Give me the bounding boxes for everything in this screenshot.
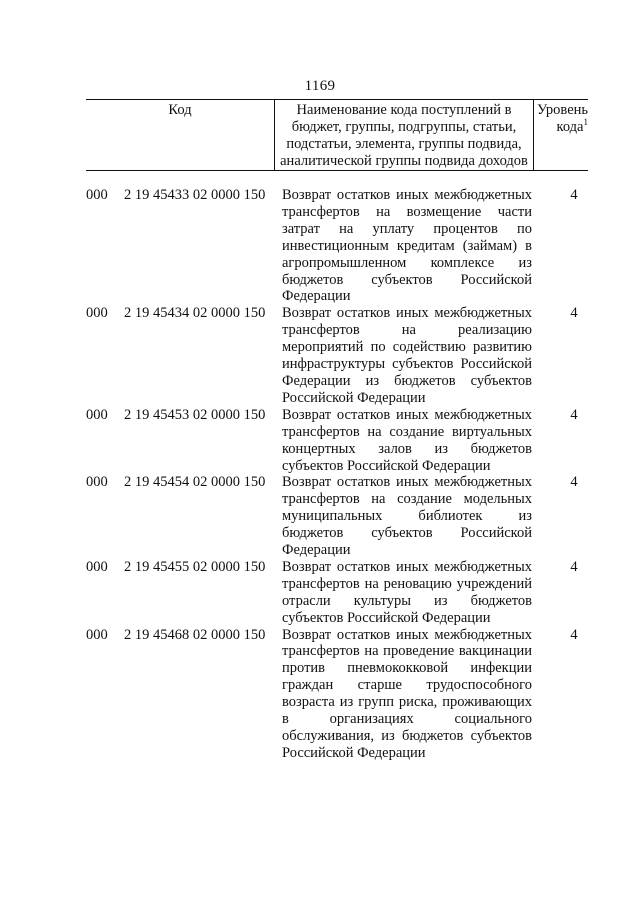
- header-level: [534, 100, 588, 170]
- row-level: 4: [570, 187, 578, 203]
- row-prefix: 000: [86, 305, 108, 322]
- table-body: [86, 187, 588, 762]
- row-level: 4: [570, 558, 578, 575]
- table-row: [86, 305, 588, 406]
- table-row: [86, 187, 588, 305]
- header-name: Наименование кода поступлений в бюджет, группы, подгруппы, статьи, подстатьи, элемента, группы подвида, аналитической группы подвида доходов: [274, 100, 534, 170]
- table-row: [86, 474, 588, 559]
- table-header: [86, 99, 588, 171]
- row-name: Возврат остатков иных межбюджетных трансфертов на создание виртуальных концертных залов из бюджетов субъектов Российской Федерации: [282, 406, 532, 474]
- header-level-footnote: 1: [583, 117, 588, 127]
- row-code: 2 19 45454 02 0000 150: [124, 474, 266, 491]
- row-level: 4: [570, 626, 578, 643]
- table-row: [86, 407, 588, 475]
- row-prefix: 000: [86, 406, 108, 423]
- header-code: Код: [168, 102, 192, 118]
- table-row: [86, 559, 588, 627]
- row-code: 2 19 45433 02 0000 150: [124, 187, 266, 203]
- row-name: Возврат остатков иных межбюджетных трансфертов на создание модельных муниципальных библиотек из бюджетов субъектов Российской Федерации: [282, 474, 532, 559]
- header-level-label: Уровень кода: [536, 102, 588, 135]
- row-name: Возврат остатков иных межбюджетных трансфертов на реализацию мероприятий по содействию развитию инфраструктуры субъектов Российской Федерации из бюджетов субъектов Российской Федерации: [282, 305, 532, 406]
- row-code: 2 19 45434 02 0000 150: [124, 305, 266, 322]
- row-level: 4: [570, 474, 578, 491]
- row-prefix: 000: [86, 558, 108, 575]
- row-prefix: 000: [86, 187, 108, 203]
- row-code: 2 19 45453 02 0000 150: [124, 406, 266, 423]
- row-name: Возврат остатков иных межбюджетных трансфертов на возмещение части затрат на уплату процентов по инвестиционным кредитам (займам) в агропромышленном комплексе из бюджетов субъектов Российской Федерации: [282, 187, 532, 305]
- row-prefix: 000: [86, 474, 108, 491]
- row-code: 2 19 45468 02 0000 150: [124, 626, 266, 643]
- row-code: 2 19 45455 02 0000 150: [124, 558, 266, 575]
- row-level: 4: [570, 305, 578, 322]
- row-prefix: 000: [86, 626, 108, 643]
- page-number: 1169: [304, 78, 336, 94]
- row-level: 4: [570, 406, 578, 423]
- row-name: Возврат остатков иных межбюджетных трансфертов на реновацию учреждений отрасли культуры из бюджетов субъектов Российской Федерации: [282, 558, 532, 626]
- row-name: Возврат остатков иных межбюджетных трансфертов на проведение вакцинации против пневмококковой инфекции граждан старше трудоспособного возраста из групп риска, проживающих в организациях социального обслуживания, из бюджетов субъектов Российской Федерации: [282, 626, 532, 761]
- table-row: [86, 627, 588, 762]
